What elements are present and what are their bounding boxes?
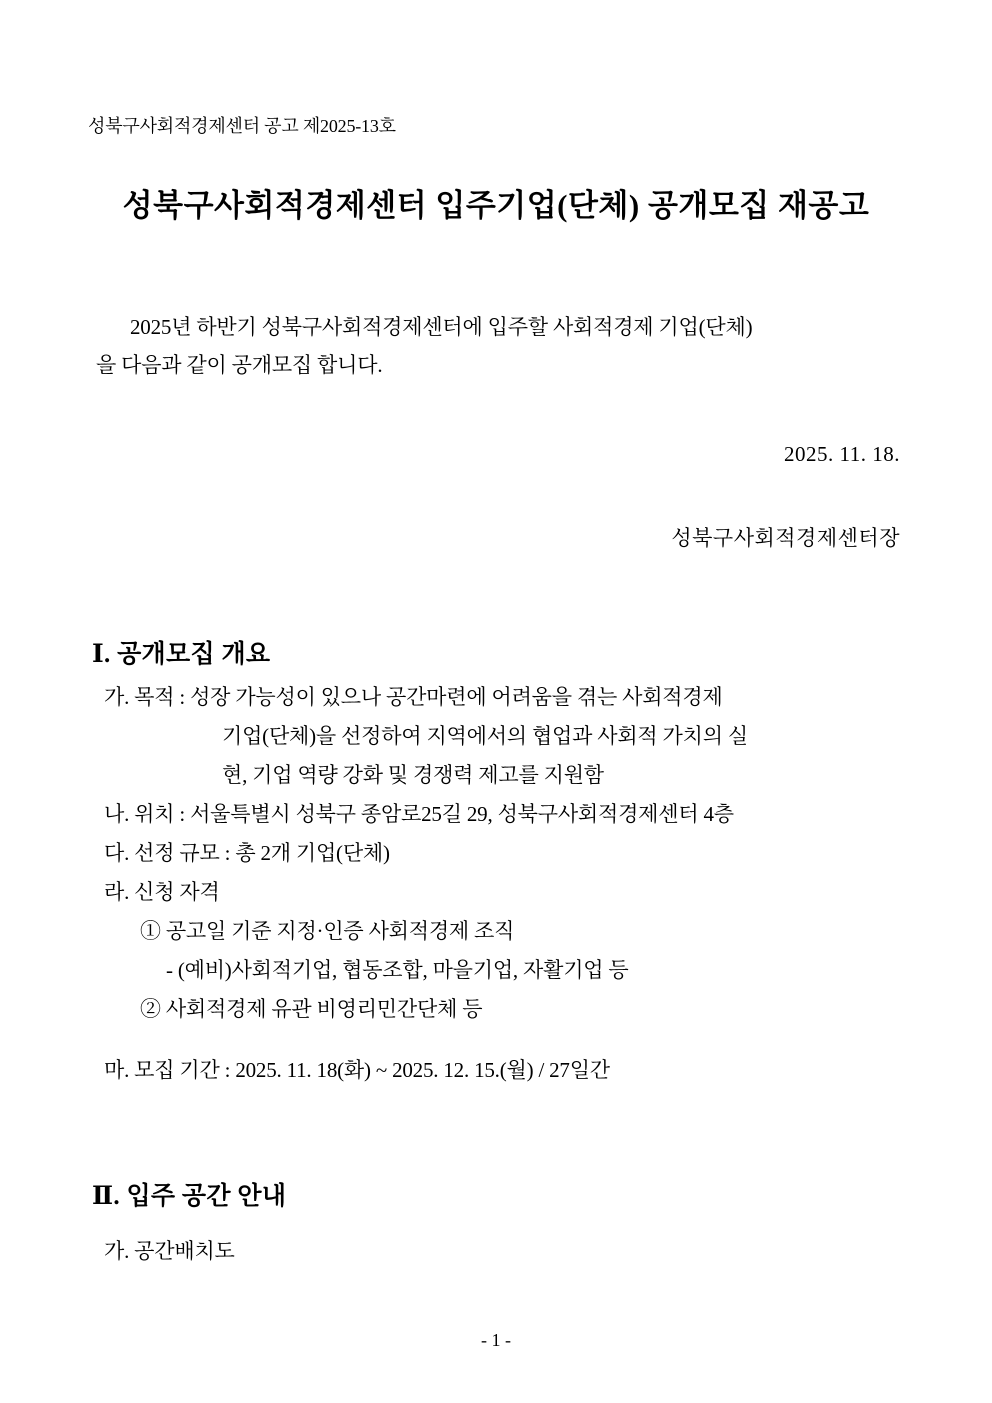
- section-body-1: [104, 678, 912, 1090]
- page-number: - 1 -: [481, 1330, 511, 1350]
- section-1-line: 현, 기업 역량 강화 및 경쟁력 제고를 지원함: [222, 763, 604, 787]
- section-heading-2: Ⅱ. 입주 공간 안내: [92, 1183, 287, 1210]
- document-number: 성북구사회적경제센터 공고 제2025-13호: [88, 116, 396, 136]
- intro-paragraph: [96, 308, 904, 384]
- section-1-line: 라. 신청 자격: [104, 880, 220, 904]
- intro-line-1: 2025년 하반기 성북구사회적경제센터에 입주할 사회적경제 기업(단체): [130, 315, 753, 339]
- section-2-line: 가. 공간배치도: [104, 1239, 235, 1263]
- section-1-line: 나. 위치 : 서울특별시 성북구 종암로25길 29, 성북구사회적경제센터 4층: [104, 802, 734, 826]
- section-1-line: ① 공고일 기준 지정·인증 사회적경제 조직: [140, 919, 515, 943]
- issue-date: 2025. 11. 18.: [784, 442, 900, 466]
- section-body-2: [104, 1232, 912, 1271]
- section-1-line: - (예비)사회적기업, 협동조합, 마을기업, 자활기업 등: [166, 958, 629, 982]
- section-1-line: 가. 목적 : 성장 가능성이 있으나 공간마련에 어려움을 겪는 사회적경제: [104, 685, 723, 709]
- issuer-name: 성북구사회적경제센터장: [671, 526, 900, 550]
- intro-line-2: 을 다음과 같이 공개모집 합니다.: [96, 353, 383, 377]
- section-1-line: 마. 모집 기간 : 2025. 11. 18(화) ~ 2025. 12. 15.(월) / 27일간: [104, 1058, 610, 1082]
- section-heading-1: Ⅰ. 공개모집 개요: [92, 641, 271, 668]
- section-1-line: 기업(단체)을 선정하여 지역에서의 협업과 사회적 가치의 실: [222, 724, 748, 748]
- page-title: 성북구사회적경제센터 입주기업(단체) 공개모집 재공고: [122, 188, 870, 223]
- section-1-line: 다. 선정 규모 : 총 2개 기업(단체): [104, 841, 390, 865]
- section-1-line: ② 사회적경제 유관 비영리민간단체 등: [140, 997, 483, 1021]
